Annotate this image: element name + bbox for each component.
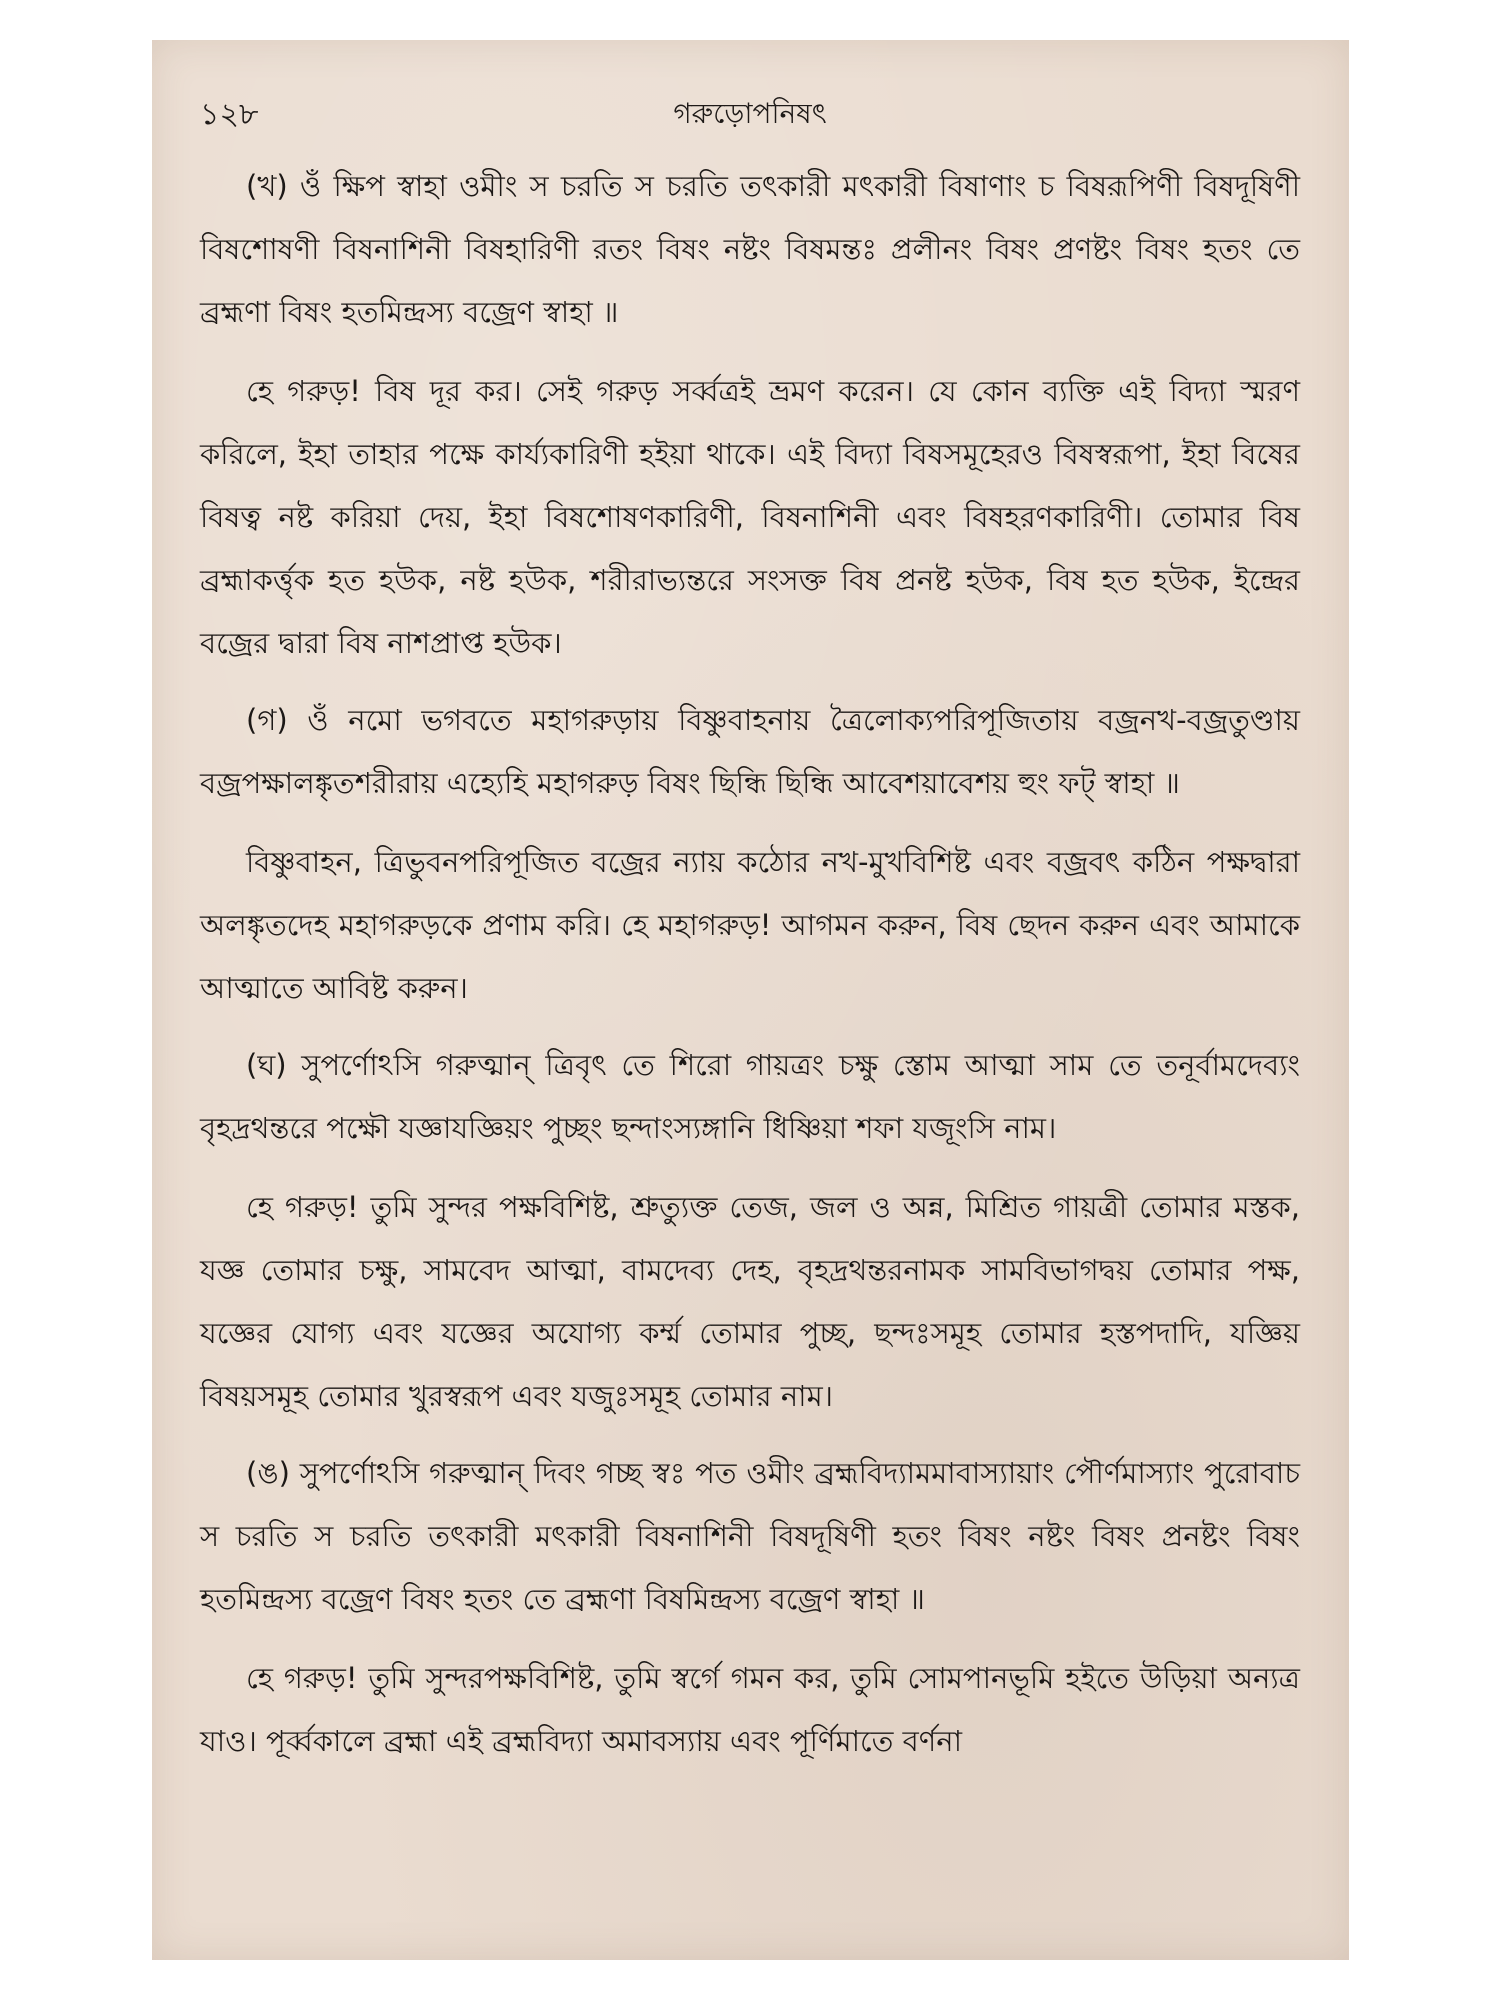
mantra-kha: (খ) ওঁ ক্ষিপ স্বাহা ওমীং স চরতি স চরতি তৎকারী মৎকারী বিষাণাং চ বিষরূপিণী বিষদূষিণী বিষশোষণী বিষনাশিনী বিষহারিণী রতং বিষং নষ্টং বিষমন্তঃ প্রলীনং বিষং প্রণষ্টং বিষং হতং তে ব্রহ্মণা বিষং হতমিন্দ্রস্য বজ্রেণ স্বাহা ॥ — [200, 169, 1300, 329]
translation-gha: হে গরুড়! তুমি সুন্দর পক্ষবিশিষ্ট, শ্রুত্যুক্ত তেজ, জল ও অন্ন, মিশ্রিত গায়ত্রী তোমার মস্তক, যজ্ঞ তোমার চক্ষু, সামবেদ আত্মা, বামদেব্য দেহ, বৃহদ্রথন্তরনামক সামবিভাগদ্বয় তোমার পক্ষ, যজ্ঞের যোগ্য এবং যজ্ঞের অযোগ্য কর্ম্ম তোমার পুচ্ছ, ছন্দঃসমূহ তোমার হস্তপদাদি, যজ্ঞিয় বিষয়সমূহ তোমার খুরস্বরূপ এবং যজুঃসমূহ তোমার নাম। — [200, 1190, 1300, 1413]
mantra-nga: (ঙ) সুপর্ণোঽসি গরুত্মান্ দিবং গচ্ছ স্বঃ পত ওমীং ব্রহ্মবিদ্যামমাবাস্যায়াং পৌর্ণমাস্যাং পুরোবাচ স চরতি স চরতি তৎকারী মৎকারী বিষনাশিনী বিষদূষিণী হতং বিষং নষ্টং বিষং প্রনষ্টং বিষং হতমিন্দ্রস্য বজ্রেণ বিষং হতং তে ব্রহ্মণা বিষমিন্দ্রস্য বজ্রেণ স্বাহা ॥ — [200, 1456, 1300, 1616]
running-title: গরুড়োপনিষৎ — [673, 97, 827, 130]
page-number: ১২৮ — [200, 97, 259, 132]
mantra-gha: (ঘ) সুপর্ণোঽসি গরুত্মান্ ত্রিবৃৎ তে শিরো গায়ত্রং চক্ষু স্তোম আত্মা সাম তে তনূর্বামদেব্যং বৃহদ্রথন্তরে পক্ষৌ যজ্ঞাযজ্ঞিয়ং পুচ্ছং ছন্দাংস্যঙ্গানি ধিষ্ণিয়া শফা যজূংসি নাম। — [200, 1048, 1300, 1145]
translation-ga: বিষ্ণুবাহন, ত্রিভুবনপরিপূজিত বজ্রের ন্যায় কঠোর নখ-মুখবিশিষ্ট এবং বজ্রবৎ কঠিন পক্ষদ্বারা অলঙ্কৃতদেহ মহাগরুড়কে প্রণাম করি। হে মহাগরুড়! আগমন করুন, বিষ ছেদন করুন এবং আমাকে আত্মাতে আবিষ্ট করুন। — [200, 845, 1300, 1005]
text-body — [200, 155, 1300, 1773]
page-header — [200, 90, 1300, 140]
scanned-page — [152, 40, 1349, 1960]
mantra-ga: (গ) ওঁ নমো ভগবতে মহাগরুড়ায় বিষ্ণুবাহনায় ত্রৈলোক্যপরিপূজিতায় বজ্রনখ-বজ্রতুণ্ডায় বজ্রপক্ষালঙ্কৃতশরীরায় এহ্যেহি মহাগরুড় বিষং ছিন্ধি ছিন্ধি আবেশয়াবেশয় হুং ফট্ স্বাহা ॥ — [200, 703, 1300, 800]
translation-nga: হে গরুড়! তুমি সুন্দরপক্ষবিশিষ্ট, তুমি স্বর্গে গমন কর, তুমি সোমপানভূমি হইতে উড়িয়া অন্যত্র যাও। পূর্ব্বকালে ব্রহ্মা এই ব্রহ্মবিদ্যা অমাবস্যায় এবং পূর্ণিমাতে বর্ণনা — [200, 1661, 1300, 1758]
translation-kha: হে গরুড়! বিষ দূর কর। সেই গরুড় সর্ব্বত্রই ভ্রমণ করেন। যে কোন ব্যক্তি এই বিদ্যা স্মরণ করিলে, ইহা তাহার পক্ষে কার্য্যকারিণী হইয়া থাকে। এই বিদ্যা বিষসমূহেরও বিষস্বরূপা, ইহা বিষের বিষত্ব নষ্ট করিয়া দেয়, ইহা বিষশোষণকারিণী, বিষনাশিনী এবং বিষহরণকারিণী। তোমার বিষ ব্রহ্মাকর্ত্তৃক হত হউক, নষ্ট হউক, শরীরাভ্যন্তরে সংসক্ত বিষ প্রনষ্ট হউক, বিষ হত হউক, ইন্দ্রের বজ্রের দ্বারা বিষ নাশপ্রাপ্ত হউক। — [200, 374, 1300, 660]
